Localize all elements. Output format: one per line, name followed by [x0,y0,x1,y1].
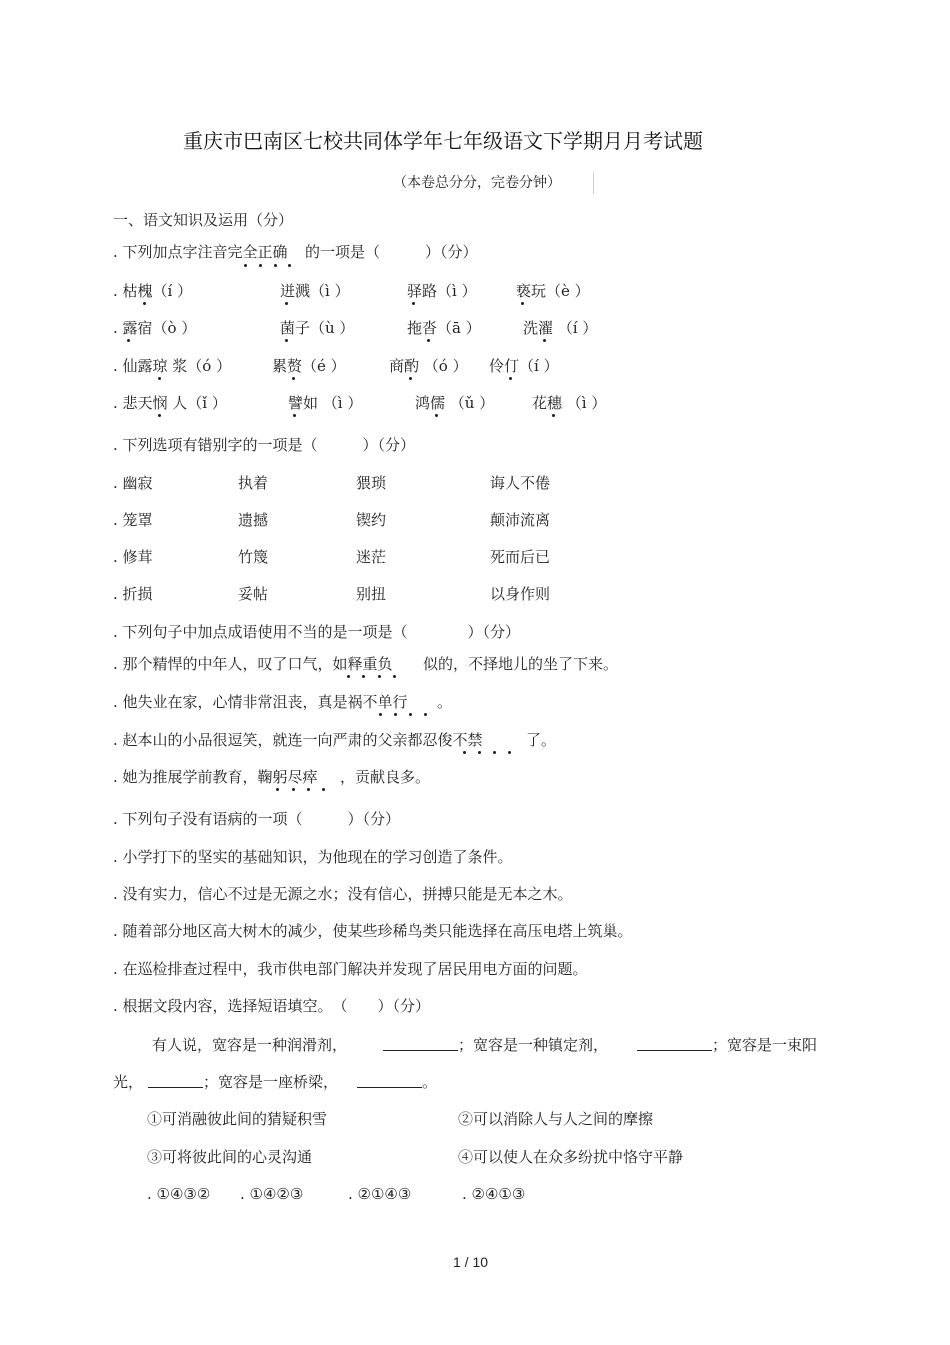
q5-choice-a: . ①④③② [147,1185,211,1203]
divider-mark [593,172,594,194]
q2-option-b-item2: 遗撼 [238,511,269,529]
q1-option-c: . 仙露琼 浆（ó ） [113,357,232,375]
q1-option-a-item3: 驿路（ì ） [407,282,477,300]
q1-option-b-item4: 洗濯 （í ） [523,319,598,337]
emphasis-dot [493,751,496,754]
q1-option-a-item2: 迸溅（ì ） [280,282,350,300]
emphasis-dot [478,751,481,754]
q2-option-c: . 修茸 [113,548,153,566]
emphasis-dot [424,713,427,716]
q2-option-b-item4: 颠沛流离 [490,511,551,529]
q1-option-c-item3: 商酌 （ó ） [389,357,468,375]
q1-option-d: . 悲天悯 人（ǐ ） [113,394,227,412]
emphasis-dot [409,377,412,380]
q5-phrase-3: ③可将彼此间的心灵沟通 [147,1148,313,1166]
emphasis-dot [362,675,365,678]
q4-option-a: . 小学打下的坚实的基础知识，为他现在的学习创造了条件。 [113,848,513,866]
emphasis-dot [244,264,247,267]
emphasis-dot [292,377,295,380]
section-heading: 一、语文知识及运用（分） [113,211,294,229]
q5-passage-part1: 有人说，宽容是一种润滑剂， [152,1036,348,1054]
q5-phrase-2: ②可以消除人与人之间的摩擦 [458,1110,654,1128]
q2-option-a-item3: 猥琐 [356,474,387,492]
q5-passage-part6: 。 [422,1073,438,1091]
q3-option-a: . 那个精悍的中年人，叹了口气，如释重负 [113,655,393,673]
q5-phrase-4: ④可以使人在众多纷扰中恪守平静 [458,1148,684,1166]
emphasis-dot [543,339,546,342]
q1-stem: . 下列加点字注音完全正确 [113,243,288,261]
emphasis-dot [143,302,146,305]
q3-option-c: . 赵本山的小品很逗笑，就连一向严肃的父亲都忍俊不禁 [113,731,483,749]
emphasis-dot [127,339,130,342]
emphasis-dot [394,713,397,716]
q5-choice-d: . ②④①③ [462,1185,526,1203]
emphasis-dot [393,675,396,678]
emphasis-dot [285,339,288,342]
q5-passage-part4: 光， [113,1073,144,1091]
page-number: 1 / 10 [453,1254,489,1270]
answer-blank[interactable] [357,1087,422,1088]
q2-stem: . 下列选项有错别字的一项是（ ）（分） [113,436,416,454]
q2-option-c-item3: 迷茫 [356,548,387,566]
page-title: 重庆市巴南区七校共同体学年七年级语文下学期月月考试题 [183,129,703,153]
q2-option-a-item4: 诲人不倦 [490,474,551,492]
q2-option-d-item4: 以身作则 [490,585,551,603]
emphasis-dot [307,788,310,791]
q3-option-b: . 他失业在家，心情非常沮丧，真是祸不单行 [113,693,408,711]
q3-stem: . 下列句子中加点成语使用不当的是一项是（ ）（分） [113,623,521,641]
q2-option-c-item4: 死而后已 [490,548,551,566]
emphasis-dot [293,414,296,417]
q5-passage-part3: ；宽容是一束阳 [712,1036,818,1054]
answer-blank[interactable] [383,1050,458,1051]
q1-option-c-item4: 伶仃（í ） [489,357,559,375]
emphasis-dot [259,264,262,267]
answer-blank[interactable] [148,1087,203,1088]
emphasis-dot [322,788,325,791]
emphasis-dot [412,302,415,305]
q2-option-d-item2: 妥帖 [238,585,269,603]
q5-choice-c: . ②①④③ [348,1185,412,1203]
q4-option-d: . 在巡检排查过程中，我市供电部门解决并发现了居民用电方面的问题。 [113,960,588,978]
q3-option-c-tail: 了。 [526,731,557,749]
q1-option-b-item2: 菌子（ù ） [280,319,355,337]
emphasis-dot [435,414,438,417]
q5-choice-b: . ①④②③ [240,1185,304,1203]
q1-stem-tail: 的一项是（ ）（分） [305,243,478,261]
q3-option-a-tail: 似的，不择地儿的坐了下来。 [423,655,619,673]
emphasis-dot [509,377,512,380]
q1-option-d-item3: 鸿儒 （ǔ ） [415,394,495,412]
q1-option-d-item4: 花穗 （ì ） [532,394,607,412]
emphasis-dot [288,264,291,267]
q2-option-d-item3: 别扭 [356,585,387,603]
emphasis-dot [274,264,277,267]
emphasis-dot [379,713,382,716]
emphasis-dot [285,302,288,305]
q2-option-a-item2: 执着 [238,474,269,492]
emphasis-dot [158,377,161,380]
q5-stem: . 根据文段内容，选择短语填空。 （ ）（分） [113,997,431,1015]
q1-option-b: . 露宿（ò ） [113,319,197,337]
q2-option-b: . 笼罩 [113,511,153,529]
q4-option-c: . 随着部分地区高大树木的减少，使某些珍稀鸟类只能选择在高压电塔上筑巢。 [113,922,633,940]
q5-passage-part2: ；宽容是一种镇定剂， [458,1036,609,1054]
q1-option-a: . 枯槐（í ） [113,282,193,300]
emphasis-dot [347,675,350,678]
q3-option-b-tail: 。 [437,693,453,711]
q4-stem: . 下列句子没有语病的一项（ ）（分） [113,810,401,828]
q2-option-b-item3: 锲约 [356,511,387,529]
emphasis-dot [427,339,430,342]
q4-option-b: . 没有实力，信心不过是无源之水；没有信心，拼搏只能是无本之木。 [113,885,573,903]
emphasis-dot [158,414,161,417]
answer-blank[interactable] [637,1050,712,1051]
emphasis-dot [508,751,511,754]
exam-note: （本卷总分分，完卷分钟） [393,175,561,191]
emphasis-dot [521,302,524,305]
emphasis-dot [378,675,381,678]
q5-passage-part5: ；宽容是一座桥梁， [203,1073,339,1091]
emphasis-dot [409,713,412,716]
q1-option-b-item3: 拖沓（ā ） [407,319,481,337]
q1-option-d-item2: 譬如 （ì ） [288,394,363,412]
q1-option-a-item4: 亵玩（è ） [516,282,590,300]
emphasis-dot [276,788,279,791]
q3-option-d-tail: ，贡献良多。 [340,768,431,786]
emphasis-dot [463,751,466,754]
q2-option-a: . 幽寂 [113,474,153,492]
q5-phrase-1: ①可消融彼此间的猜疑积雪 [147,1110,328,1128]
q2-option-d: . 折损 [113,585,153,603]
q3-option-d: . 她为推展学前教育，鞠躬尽瘁 [113,768,318,786]
q2-option-c-item2: 竹篾 [238,548,269,566]
emphasis-dot [292,788,295,791]
q1-option-c-item2: 累赘（é ） [272,357,346,375]
emphasis-dot [552,414,555,417]
